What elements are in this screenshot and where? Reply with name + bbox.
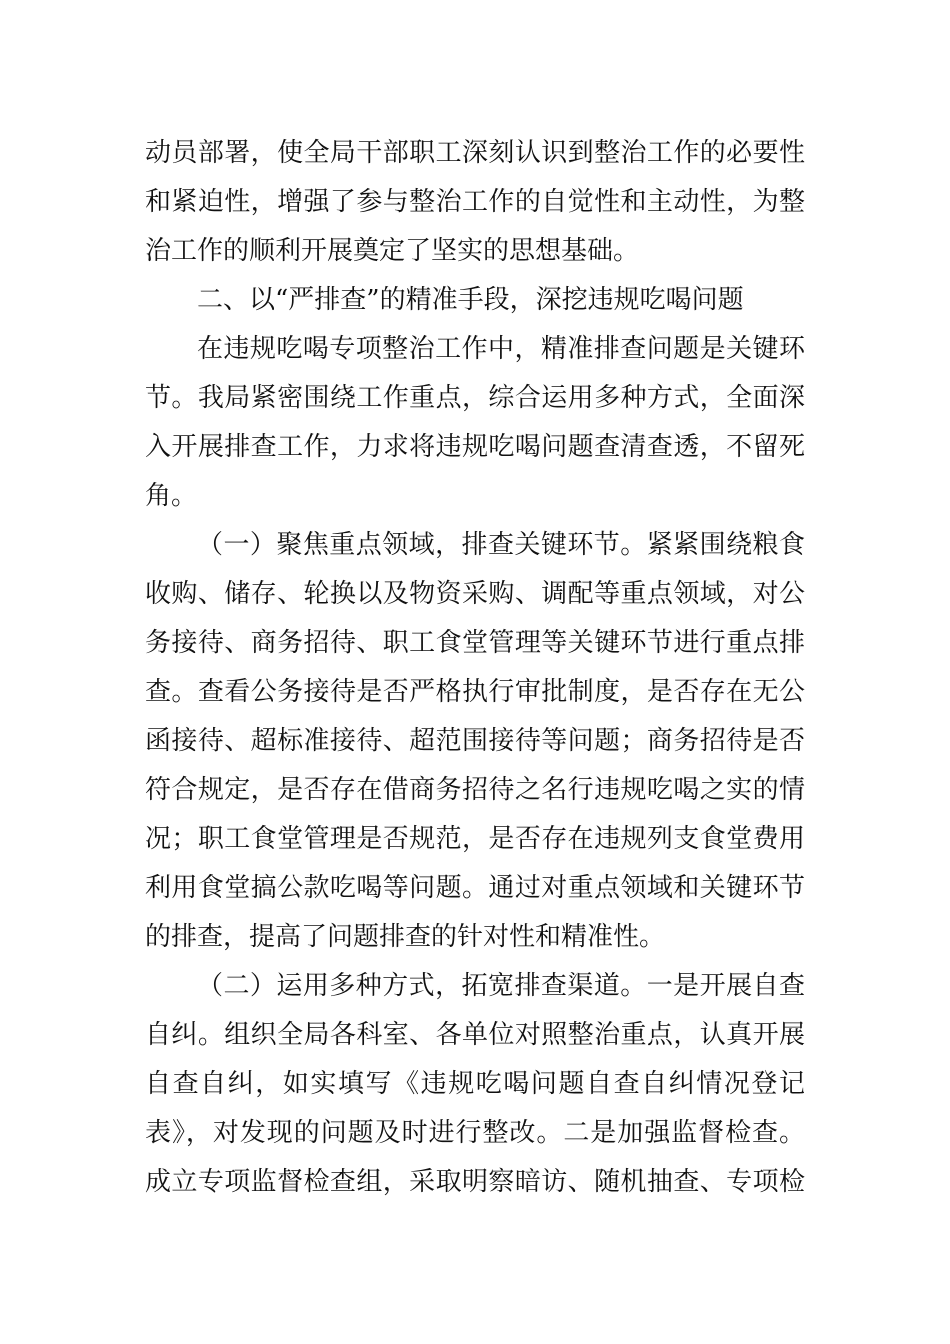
text-line: 收购、储存、轮换以及物资采购、调配等重点领域，对公 <box>145 579 805 609</box>
text-line: 动员部署，使全局干部职工深刻认识到整治工作的必要性 <box>145 138 805 168</box>
text-line: 节。我局紧密围绕工作重点，综合运用多种方式，全面深 <box>145 383 805 413</box>
text-line: 务接待、商务招待、职工食堂管理等关键环节进行重点排 <box>145 628 805 658</box>
section-heading: 二、以“严排查”的精准手段，深挖违规吃喝问题 <box>197 285 744 315</box>
text-line: 自查自纠，如实填写《违规吃喝问题自查自纠情况登记 <box>145 1069 805 1099</box>
text-line: 成立专项监督检查组，采取明察暗访、随机抽查、专项检 <box>145 1167 805 1197</box>
text-line: 入开展排查工作，力求将违规吃喝问题查清查透，不留死 <box>145 432 805 462</box>
subsection-line: （二）运用多种方式，拓宽排查渠道。一是开展自查 <box>197 971 805 1001</box>
text-line: 利用食堂搞公款吃喝等问题。通过对重点领域和关键环节 <box>145 873 805 903</box>
subsection-line: （一）聚焦重点领域，排查关键环节。紧紧围绕粮食 <box>197 530 805 560</box>
text-line: 查。查看公务接待是否严格执行审批制度，是否存在无公 <box>145 677 805 707</box>
text-line: 的排查，提高了问题排查的针对性和精准性。 <box>145 922 666 952</box>
text-line: 自纠。组织全局各科室、各单位对照整治重点，认真开展 <box>145 1020 805 1050</box>
text-line: 函接待、超标准接待、超范围接待等问题；商务招待是否 <box>145 726 805 756</box>
text-line: 角。 <box>145 481 198 511</box>
text-line: 在违规吃喝专项整治工作中，精准排查问题是关键环 <box>197 334 805 364</box>
document-body <box>145 129 805 1207</box>
text-line: 况；职工食堂管理是否规范，是否存在违规列支食堂费用 <box>145 824 805 854</box>
text-line: 表》，对发现的问题及时进行整改。二是加强监督检查。 <box>145 1118 805 1148</box>
text-line: 治工作的顺利开展奠定了坚实的思想基础。 <box>145 236 640 266</box>
text-line: 符合规定，是否存在借商务招待之名行违规吃喝之实的情 <box>145 775 805 805</box>
text-line: 和紧迫性，增强了参与整治工作的自觉性和主动性，为整 <box>145 187 805 217</box>
